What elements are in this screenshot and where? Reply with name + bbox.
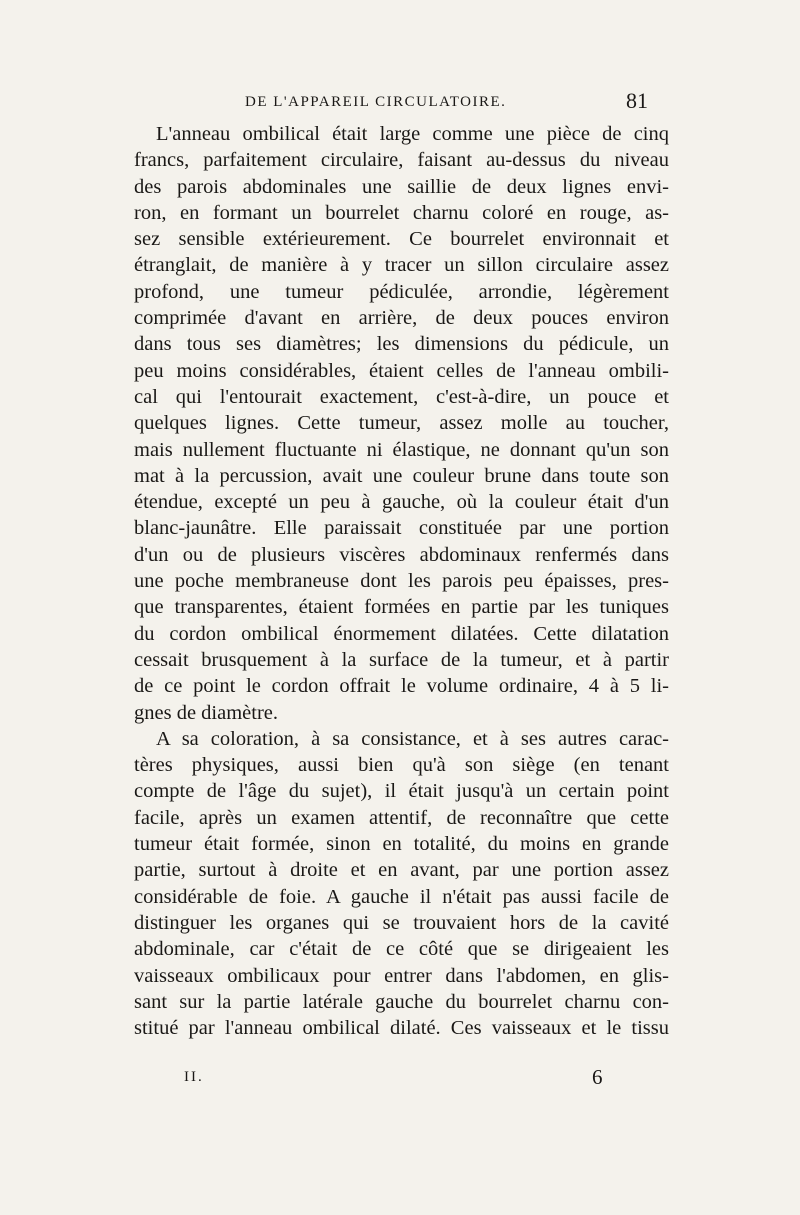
text-line: dans tous ses diamètres; les dimensions du pédicule, un <box>134 333 669 356</box>
text-line: sant sur la partie latérale gauche du bourrelet charnu con- <box>134 990 669 1013</box>
signature-number: 6 <box>592 1065 603 1089</box>
text-line: sez sensible extérieurement. Ce bourrelet environnait et <box>134 228 669 251</box>
text-line: que transparentes, étaient formées en partie par les tuniques <box>134 596 669 619</box>
text-line: quelques lignes. Cette tumeur, assez molle au toucher, <box>134 412 669 435</box>
text-line: mais nullement fluctuante ni élastique, ne donnant qu'un son <box>134 438 669 461</box>
text-line: comprimée d'avant en arrière, de deux pouces environ <box>134 307 669 330</box>
text-line: étendue, excepté un peu à gauche, où la couleur était d'un <box>134 491 669 514</box>
text-line: A sa coloration, à sa consistance, et à ses autres carac- <box>156 727 669 750</box>
text-line: abdominale, car c'était de ce côté que se dirigeaient les <box>134 938 669 961</box>
text-line: étranglait, de manière à y tracer un sillon circulaire assez <box>134 254 669 277</box>
text-line: peu moins considérables, étaient celles de l'anneau ombili- <box>134 359 669 382</box>
text-line: tumeur était formée, sinon en totalité, du moins en grande <box>134 833 669 856</box>
text-line: des parois abdominales une saillie de deux lignes envi- <box>134 175 669 198</box>
running-head: DE L'APPAREIL CIRCULATOIRE. <box>245 94 507 110</box>
text-line: ron, en formant un bourrelet charnu coloré en rouge, as- <box>134 201 669 224</box>
text-line: considérable de foie. A gauche il n'était pas aussi facile de <box>134 885 669 908</box>
text-line: profond, une tumeur pédiculée, arrondie, légèrement <box>134 280 669 303</box>
text-line: du cordon ombilical énormement dilatées. Cette dilatation <box>134 622 669 645</box>
text-line: blanc-jaunâtre. Elle paraissait constituée par une portion <box>134 517 669 540</box>
text-line: une poche membraneuse dont les parois peu épaisses, pres- <box>134 570 669 593</box>
body-text <box>134 121 669 1041</box>
text-line: L'anneau ombilical était large comme une pièce de cinq <box>156 123 669 145</box>
text-line: partie, surtout à droite et en avant, par une portion assez <box>134 859 669 882</box>
text-line: cal qui l'entourait exactement, c'est-à-dire, un pouce et <box>134 385 669 408</box>
text-line: cessait brusquement à la surface de la tumeur, et à partir <box>134 648 669 671</box>
text-line: tères physiques, aussi bien qu'à son siège (en tenant <box>134 754 669 777</box>
text-line: francs, parfaitement circulaire, faisant au-dessus du niveau <box>134 149 669 172</box>
page-footer <box>134 1065 669 1095</box>
text-line: gnes de diamètre. <box>134 701 279 724</box>
text-line: distinguer les organes qui se trouvaient hors de la cavité <box>134 911 669 934</box>
text-line: d'un ou de plusieurs viscères abdominaux renfermés dans <box>134 543 669 566</box>
text-line: de ce point le cordon offrait le volume ordinaire, 4 à 5 li- <box>134 675 669 698</box>
volume-signature: II. <box>184 1069 204 1085</box>
text-line: compte de l'âge du sujet), il était jusqu'à un certain point <box>134 780 669 803</box>
page-number: 81 <box>626 88 648 113</box>
text-line: mat à la percussion, avait une couleur brune dans toute son <box>134 464 669 487</box>
text-line: facile, après un examen attentif, de reconnaître que cette <box>134 806 669 829</box>
text-line: vaisseaux ombilicaux pour entrer dans l'abdomen, en glis- <box>134 964 669 987</box>
text-line: stitué par l'anneau ombilical dilaté. Ces vaisseaux et le tissu <box>134 1017 669 1040</box>
